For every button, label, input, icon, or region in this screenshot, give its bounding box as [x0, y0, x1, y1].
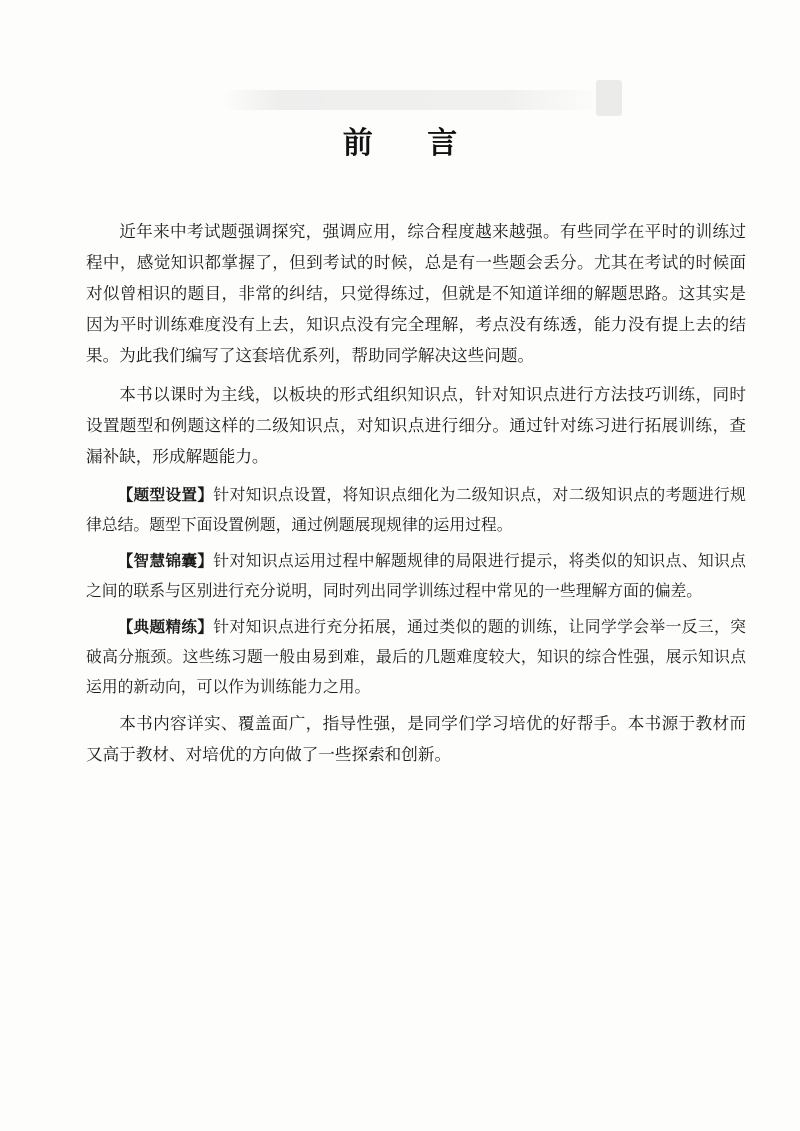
bleed-through-banner	[222, 90, 602, 110]
intro-paragraph-1: 近年来中考试题强调探究，强调应用，综合程度越来越强。有些同学在平时的训练过程中，感觉知识都掌握了，但到考试的时候，总是有一些题会丢分。尤其在考试的时候面对似曾相识的题目，非常的纠结，只觉得练过，但就是不知道详细的解题思路。这其实是因为平时训练难度没有上去，知识点没有完全理解，考点没有练透，能力没有提上去的结果。为此我们编写了这套培优系列，帮助同学解决这些问题。	[86, 222, 746, 365]
section-tag: 【典题精练】	[117, 618, 214, 636]
section-text: 针对知识点设置，将知识点细化为二级知识点，对二级知识点的考题进行规律总结。题型下面设置例题，通过例题展现规律的运用过程。	[86, 485, 746, 534]
section-text: 针对知识点运用过程中解题规律的局限进行提示，将类似的知识点、知识点之间的联系与区别进行充分说明，同时列出同学训练过程中常见的一些理解方面的偏差。	[86, 551, 746, 600]
section-practice	[86, 612, 746, 702]
section-tag: 【智慧锦囊】	[117, 552, 214, 570]
intro-paragraph-2: 本书以课时为主线，以板块的形式组织知识点，针对知识点进行方法技巧训练，同时设置题型和例题这样的二级知识点，对知识点进行细分。通过针对练习进行拓展训练，查漏补缺，形成解题能力。	[86, 385, 746, 466]
section-wisdom-tips	[86, 546, 746, 606]
page-title: 前 言	[342, 126, 480, 161]
preface-body	[86, 216, 746, 778]
section-question-types	[86, 480, 746, 540]
section-tag: 【题型设置】	[117, 486, 214, 504]
section-text: 针对知识点进行充分拓展，通过类似的题的训练，让同学学会举一反三，突破高分瓶颈。这些练习题一般由易到难，最后的几题难度较大，知识的综合性强，展示知识点运用的新动向，可以作为训练能力之用。	[86, 617, 746, 696]
bleed-through-mark	[596, 80, 622, 116]
closing-paragraph: 本书内容详实、覆盖面广，指导性强，是同学们学习培优的好帮手。本书源于教材而又高于教材、对培优的方向做了一些探索和创新。	[86, 714, 746, 764]
